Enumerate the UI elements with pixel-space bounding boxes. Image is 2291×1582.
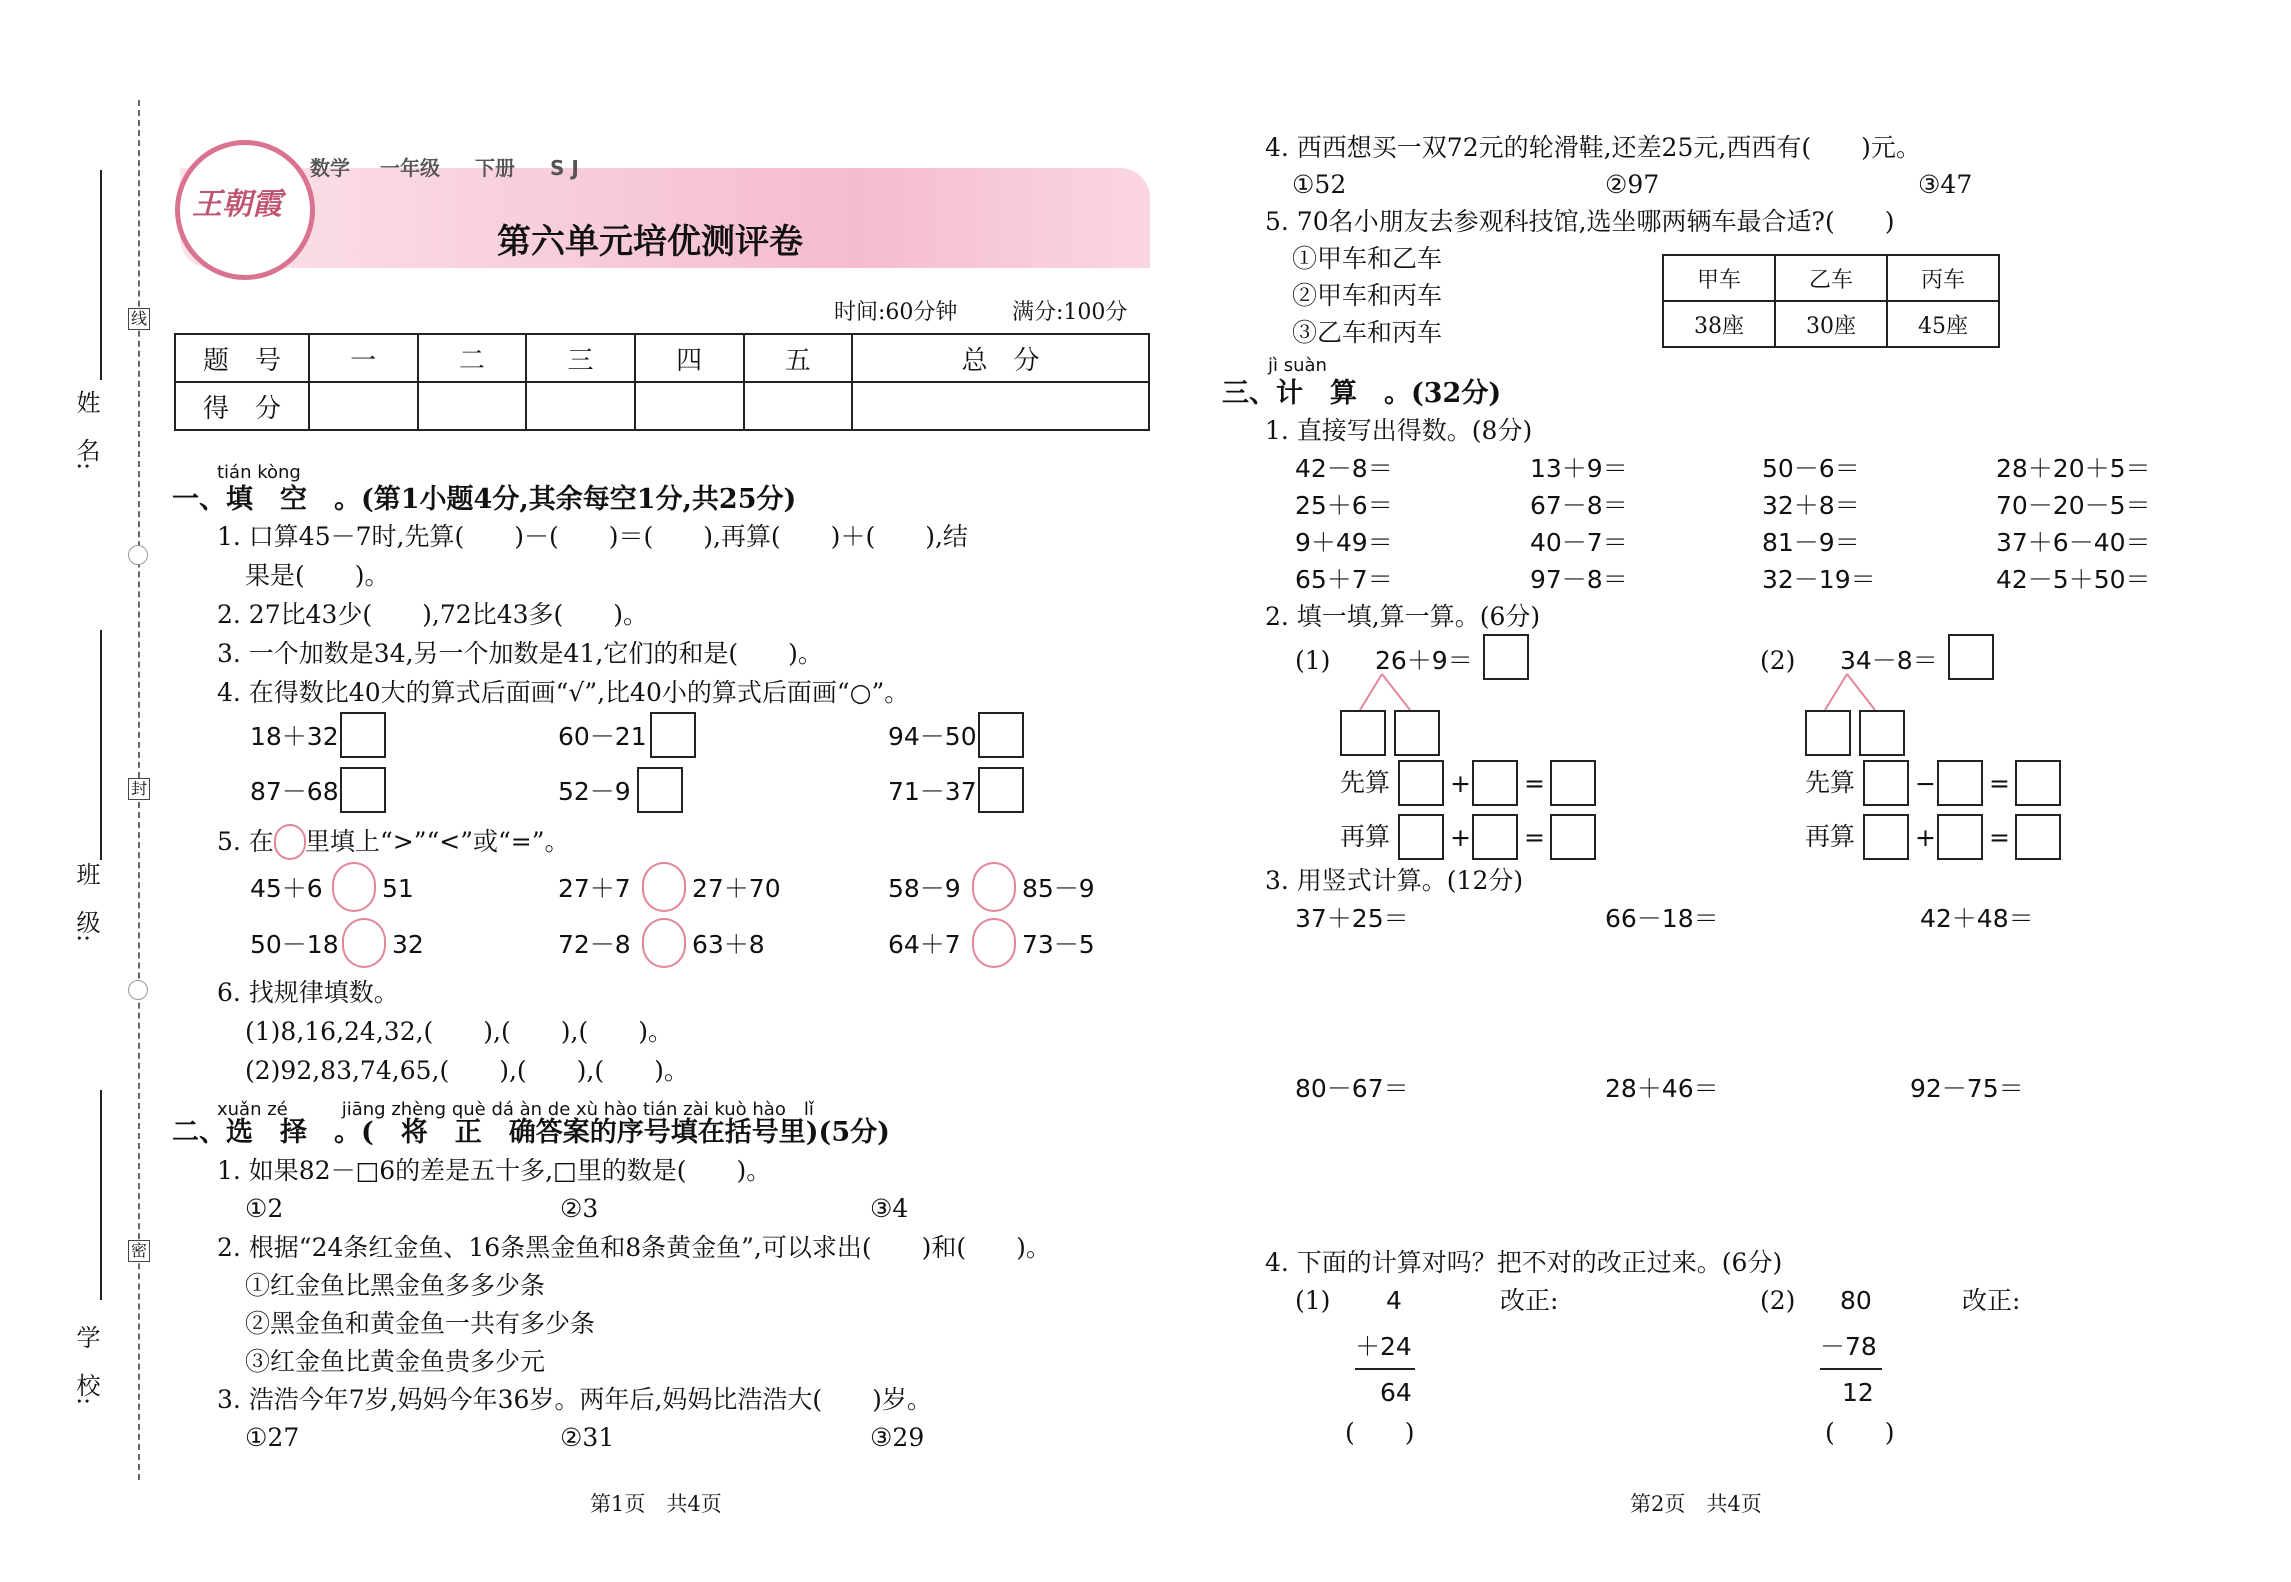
- q5-compare-oval[interactable]: [642, 862, 686, 912]
- score-header-cell: 五: [744, 334, 853, 382]
- sec2-q2: 2. 根据“24条红金鱼、16条黑金鱼和8条黄金鱼”,可以求出( )和( )。: [217, 1233, 1051, 1262]
- step1-box[interactable]: [1398, 760, 1444, 806]
- q4-answer-box[interactable]: [978, 712, 1024, 758]
- q2b-expr: 34－8＝: [1840, 646, 1938, 675]
- q5-right: 63＋8: [692, 930, 765, 959]
- q5-compare-oval[interactable]: [972, 918, 1016, 968]
- q5-left: 72－8: [558, 930, 631, 959]
- q2-option: ③红金鱼比黄金鱼贵多少元: [245, 1347, 546, 1376]
- first-label: 先算: [1805, 768, 1856, 797]
- calc-item: 42－5＋50＝: [1996, 565, 2151, 594]
- sec1-q6a: (1)8,16,24,32,( ),( ),( )。: [245, 1017, 673, 1046]
- vertical-calc-item: 80－67＝: [1295, 1074, 1409, 1103]
- q4a-result: 64: [1380, 1378, 1412, 1407]
- sec3-pinyin: jì suàn: [1268, 355, 1327, 376]
- calc-item: 65＋7＝: [1295, 565, 1393, 594]
- q4-item: 52－9: [558, 777, 631, 806]
- bus-seat-cell: 30座: [1775, 301, 1887, 347]
- q5-compare-oval[interactable]: [972, 862, 1016, 912]
- bus-header-cell: 丙车: [1887, 255, 1999, 301]
- q5-right: 27＋70: [692, 874, 781, 903]
- score-input-cell[interactable]: [418, 382, 527, 430]
- step2-box[interactable]: [1398, 814, 1444, 860]
- q5-left: 45＋6: [250, 874, 323, 903]
- q4a-underline: [1355, 1368, 1415, 1370]
- then-label: 再算: [1805, 822, 1856, 851]
- q5-compare-oval[interactable]: [642, 918, 686, 968]
- sec1-q5-post: 里填上“>”“<”或“=”。: [305, 827, 570, 856]
- score-table: [174, 333, 1150, 431]
- step2-box[interactable]: [1472, 814, 1518, 860]
- exam-full-score: 满分:100分: [1012, 300, 1128, 325]
- seal-line-mark: 线: [128, 308, 150, 330]
- step2-box[interactable]: [2015, 814, 2061, 860]
- calc-item: 97－8＝: [1530, 565, 1628, 594]
- q5-compare-oval[interactable]: [342, 918, 386, 968]
- first-label: 先算: [1340, 768, 1391, 797]
- sec1-q1b: 果是( )。: [245, 561, 390, 590]
- sec3-q4: 4. 下面的计算对吗？把不对的改正过来。(6分): [1265, 1248, 1783, 1277]
- plus-sign: +: [1450, 769, 1471, 798]
- q5-option: ①甲车和乙车: [1292, 244, 1443, 273]
- footer-left: 第1页 共4页: [590, 1492, 722, 1516]
- calc-item: 42－8＝: [1295, 454, 1393, 483]
- q2a-label: (1): [1295, 646, 1331, 675]
- vertical-calc-item: 92－75＝: [1910, 1074, 2024, 1103]
- q2a-expr: 26＋9＝: [1375, 646, 1473, 675]
- q3-option: ①27: [245, 1423, 300, 1452]
- calc-item: 32＋8＝: [1762, 491, 1860, 520]
- subject-label: 数学: [310, 156, 350, 180]
- minus-sign: −: [1915, 769, 1936, 798]
- split-box[interactable]: [1394, 710, 1440, 756]
- step1-box[interactable]: [1863, 760, 1909, 806]
- split-lines: [1340, 672, 1440, 712]
- step1-box[interactable]: [2015, 760, 2061, 806]
- q4-answer-box[interactable]: [637, 767, 683, 813]
- calc-item: 70－20－5＝: [1996, 491, 2151, 520]
- sec3-q1: 1. 直接写出得数。(8分): [1265, 416, 1533, 445]
- eq-sign: =: [1989, 769, 2010, 798]
- vertical-calc-item: 28＋46＝: [1605, 1074, 1719, 1103]
- q5-compare-oval[interactable]: [332, 862, 376, 912]
- footer-right: 第2页 共4页: [1630, 1492, 1762, 1516]
- vertical-calc-item: 42＋48＝: [1920, 904, 2034, 933]
- logo-text: 王朝霞: [192, 187, 282, 222]
- calc-item: 40－7＝: [1530, 528, 1628, 557]
- q4b-judge-paren[interactable]: ( ): [1825, 1418, 1895, 1447]
- q5-right: 85－9: [1022, 874, 1095, 903]
- step1-box[interactable]: [1937, 760, 1983, 806]
- q5-option: ③乙车和丙车: [1292, 318, 1443, 347]
- score-input-cell[interactable]: [309, 382, 418, 430]
- q5-right: 73－5: [1022, 930, 1095, 959]
- name-line: [100, 170, 102, 380]
- bus-header-cell: 甲车: [1663, 255, 1775, 301]
- q4-option: ②97: [1605, 170, 1660, 199]
- score-header-cell: 总 分: [852, 334, 1149, 382]
- q4a-judge-paren[interactable]: ( ): [1345, 1418, 1415, 1447]
- vertical-calc-item: 37＋25＝: [1295, 904, 1409, 933]
- calc-item: 28＋20＋5＝: [1996, 454, 2151, 483]
- q4-item: 71－37: [888, 777, 977, 806]
- q4-option: ③47: [1918, 170, 1973, 199]
- score-input-cell[interactable]: [526, 382, 635, 430]
- sec2-q3: 3. 浩浩今年7岁,妈妈今年36岁。两年后,妈妈比浩浩大( )岁。: [217, 1385, 932, 1414]
- sec1-q2: 2. 27比43少( ),72比43多( )。: [217, 600, 649, 629]
- then-label: 再算: [1340, 822, 1391, 851]
- score-row-label: 得 分: [175, 382, 309, 430]
- q1-option: ②3: [560, 1194, 599, 1223]
- sec1-q6b: (2)92,83,74,65,( ),( ),( )。: [245, 1056, 689, 1085]
- score-input-cell[interactable]: [852, 382, 1149, 430]
- score-header-cell: 三: [526, 334, 635, 382]
- score-header-cell: 题 号: [175, 334, 309, 382]
- q3-option: ②31: [560, 1423, 615, 1452]
- school-label: 学 校:: [72, 1325, 100, 1406]
- class-label: 班 级:: [72, 862, 100, 943]
- q4b-result: 12: [1842, 1378, 1874, 1407]
- exam-time: 时间:60分钟: [834, 300, 958, 325]
- sec1-q5-pre: 5. 在: [217, 827, 274, 856]
- q4b-fix-label: 改正:: [1962, 1286, 2021, 1315]
- score-header-cell: 四: [635, 334, 744, 382]
- seal-seal-mark: 封: [128, 778, 150, 800]
- sec2-pinyin: xuǎn zé jiāng zhèng què dá àn de xù hào tián zài kuò hào lǐ: [217, 1099, 814, 1120]
- q4-answer-box[interactable]: [650, 712, 696, 758]
- bus-seat-cell: 38座: [1663, 301, 1775, 347]
- sec1-title: 一、填 空 。(第1小题4分,其余每空1分,共25分): [172, 484, 797, 515]
- bus-seat-table: [1662, 254, 2000, 348]
- sec3-q2: 2. 填一填,算一算。(6分): [1265, 602, 1541, 631]
- calc-item: 37＋6－40＝: [1996, 528, 2151, 557]
- page-title: 第六单元培优测评卷: [497, 222, 803, 262]
- split-lines: [1805, 672, 1905, 712]
- q4-option: ①52: [1292, 170, 1347, 199]
- calc-item: 25＋6＝: [1295, 491, 1393, 520]
- split-box[interactable]: [1859, 710, 1905, 756]
- q4a-label: (1): [1295, 1286, 1331, 1315]
- bus-seat-cell: 45座: [1887, 301, 1999, 347]
- sec3-title: 三、计 算 。(32分): [1222, 378, 1502, 409]
- step1-box[interactable]: [1472, 760, 1518, 806]
- calc-item: 67－8＝: [1530, 491, 1628, 520]
- score-input-cell[interactable]: [744, 382, 853, 430]
- plus-sign: +: [1450, 823, 1471, 852]
- q2-option: ②黑金鱼和黄金鱼一共有多少条: [245, 1309, 596, 1338]
- score-input-cell[interactable]: [635, 382, 744, 430]
- volume-label: 下册: [475, 156, 515, 180]
- score-header-cell: 一: [309, 334, 418, 382]
- eq-sign: =: [1524, 823, 1545, 852]
- calc-item: 50－6＝: [1762, 454, 1860, 483]
- sec1-q4: 4. 在得数比40大的算式后面画“√”,比40小的算式后面画“○”。: [217, 678, 910, 707]
- step2-box[interactable]: [1863, 814, 1909, 860]
- hole-icon: [128, 545, 148, 565]
- q3-option: ③29: [870, 1423, 925, 1452]
- q5-option: ②甲车和丙车: [1292, 281, 1443, 310]
- sec2-q5: 5. 70名小朋友去参观科技馆,选坐哪两辆车最合适?( ): [1265, 207, 1895, 236]
- q4b-underline: [1820, 1368, 1882, 1370]
- q4-item: 60－21: [558, 722, 647, 751]
- q4-answer-box[interactable]: [340, 767, 386, 813]
- hole-icon: [128, 980, 148, 1000]
- sec2-title: 二、选 择 。( 将 正 确答案的序号填在括号里)(5分): [172, 1117, 890, 1148]
- q4a-top: 4: [1386, 1286, 1402, 1315]
- grade-label: 一年级: [380, 156, 440, 180]
- q4a-op: ＋24: [1355, 1332, 1412, 1361]
- sec1-q1a: 1. 口算45－7时,先算( )－( )＝( ),再算( )＋( ),结: [217, 522, 968, 551]
- q2a-result-box[interactable]: [1483, 634, 1529, 680]
- school-line: [100, 1090, 102, 1300]
- split-box[interactable]: [1340, 710, 1386, 756]
- q4b-op: －78: [1820, 1332, 1877, 1361]
- q4a-fix-label: 改正:: [1500, 1286, 1559, 1315]
- step1-box[interactable]: [1550, 760, 1596, 806]
- sec2-q4: 4. 西西想买一双72元的轮滑鞋,还差25元,西西有( )元。: [1265, 133, 1921, 162]
- calc-item: 13＋9＝: [1530, 454, 1628, 483]
- q2b-label: (2): [1760, 646, 1796, 675]
- seal-close-mark: 密: [128, 1240, 150, 1262]
- split-box[interactable]: [1805, 710, 1851, 756]
- vertical-calc-item: 66－18＝: [1605, 904, 1719, 933]
- q1-option: ③4: [870, 1194, 909, 1223]
- q4-answer-box[interactable]: [978, 767, 1024, 813]
- q1-option: ①2: [245, 1194, 284, 1223]
- q5-right: 32: [392, 930, 424, 959]
- q4-item: 87－68: [250, 777, 339, 806]
- eq-sign: =: [1989, 823, 2010, 852]
- name-label: 姓 名:: [72, 390, 100, 471]
- q4-item: 18＋32: [250, 722, 339, 751]
- q5-left: 58－9: [888, 874, 961, 903]
- q4b-label: (2): [1760, 1286, 1796, 1315]
- sec1-pinyin: tián kòng: [217, 462, 301, 483]
- sec1-q6: 6. 找规律填数。: [217, 978, 399, 1007]
- calc-item: 9＋49＝: [1295, 528, 1393, 557]
- step2-box[interactable]: [1550, 814, 1596, 860]
- sample-oval-icon: [274, 824, 306, 860]
- sec1-q3: 3. 一个加数是34,另一个加数是41,它们的和是( )。: [217, 639, 823, 668]
- calc-item: 81－9＝: [1762, 528, 1860, 557]
- q5-left: 50－18: [250, 930, 339, 959]
- q2-option: ①红金鱼比黑金鱼多多少条: [245, 1271, 546, 1300]
- edition-label: S J: [550, 156, 579, 180]
- q5-left: 64＋7: [888, 930, 961, 959]
- q4b-top: 80: [1840, 1286, 1872, 1315]
- q5-right: 51: [382, 874, 414, 903]
- calc-item: 32－19＝: [1762, 565, 1876, 594]
- q4-item: 94－50: [888, 722, 977, 751]
- step2-box[interactable]: [1937, 814, 1983, 860]
- bus-header-cell: 乙车: [1775, 255, 1887, 301]
- score-header-cell: 二: [418, 334, 527, 382]
- sec2-q1: 1. 如果82－□6的差是五十多,□里的数是( )。: [217, 1156, 772, 1185]
- plus-sign: +: [1915, 823, 1936, 852]
- q5-left: 27＋7: [558, 874, 631, 903]
- q2b-result-box[interactable]: [1948, 634, 1994, 680]
- sec3-q3: 3. 用竖式计算。(12分): [1265, 866, 1524, 895]
- class-line: [100, 630, 102, 860]
- eq-sign: =: [1524, 769, 1545, 798]
- q4-answer-box[interactable]: [340, 712, 386, 758]
